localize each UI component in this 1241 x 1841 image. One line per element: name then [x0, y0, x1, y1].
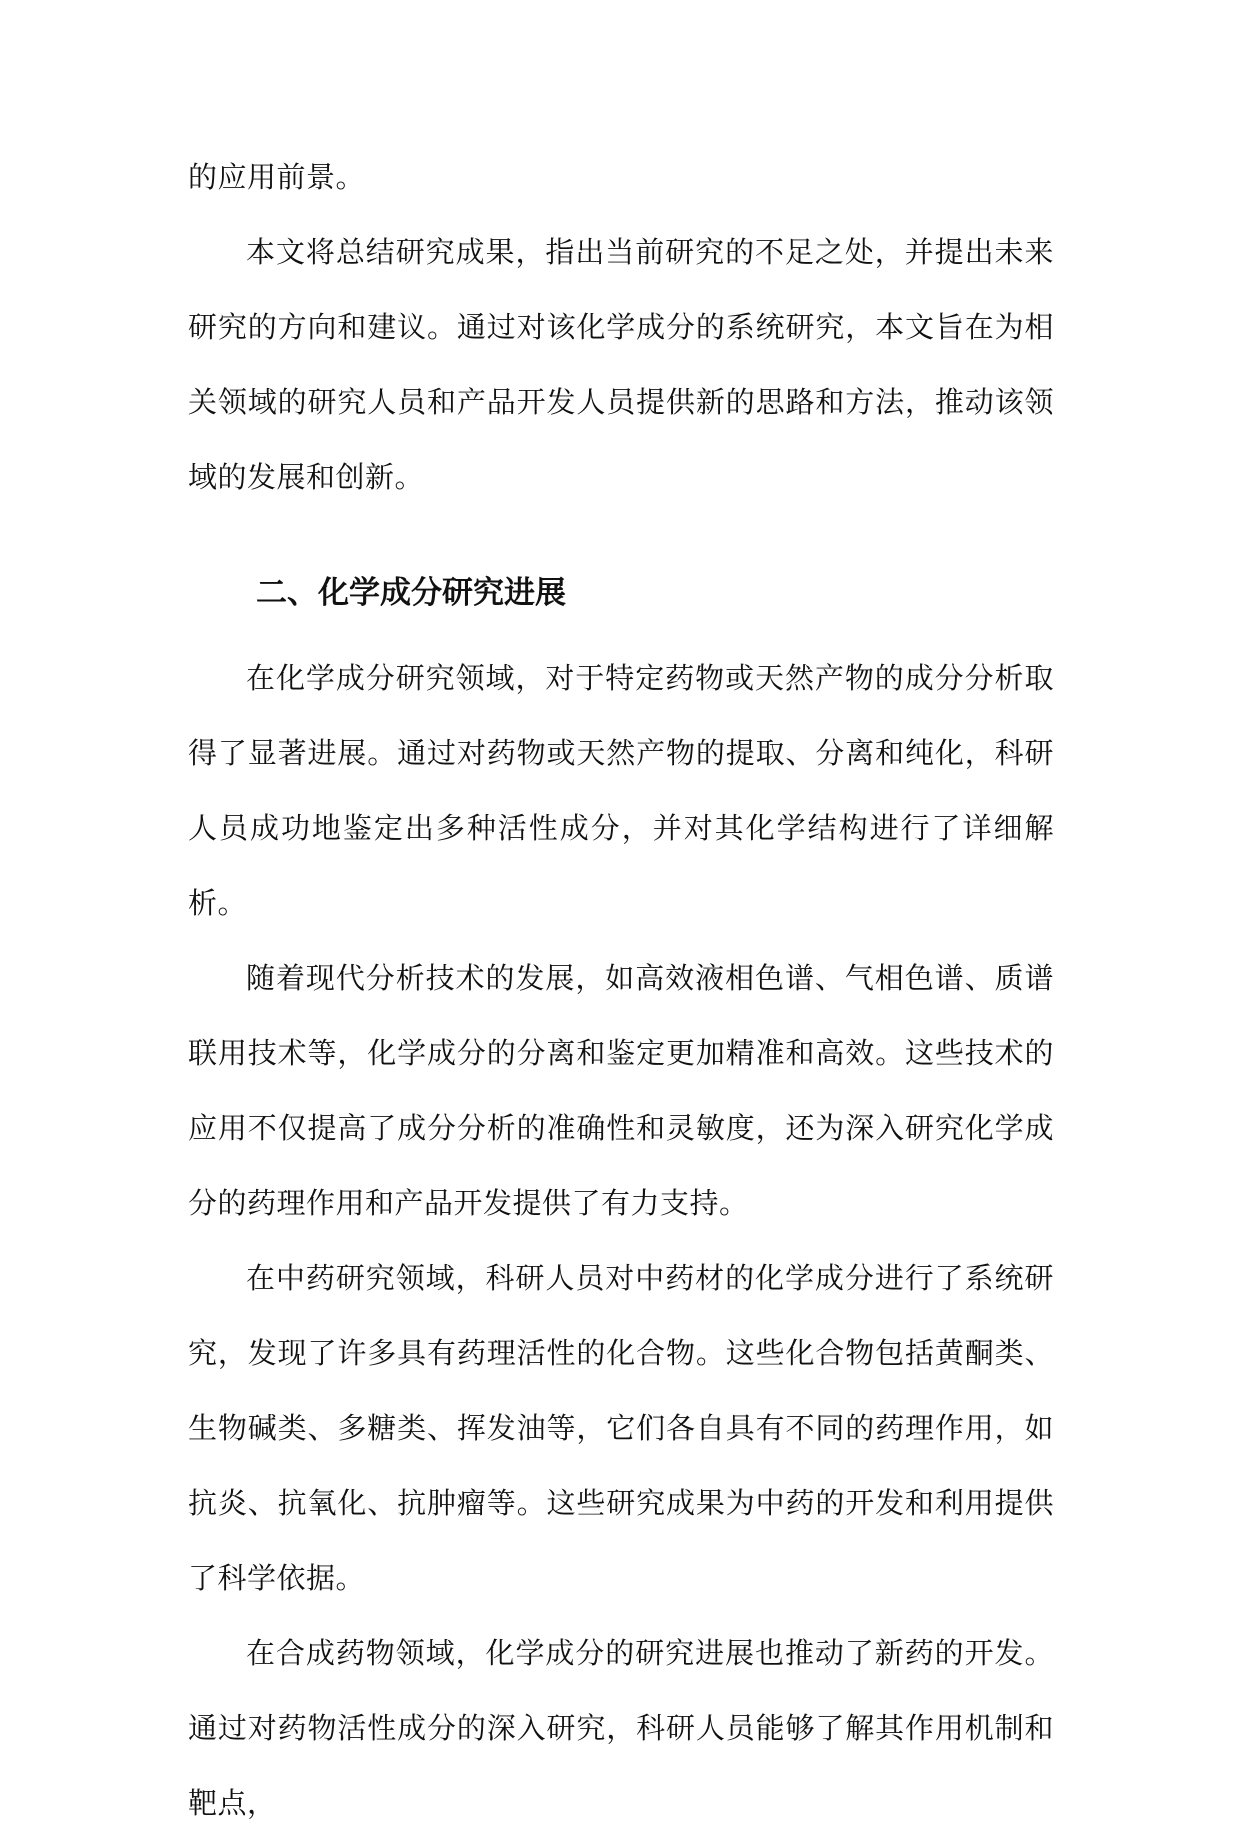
paragraph-summary: 本文将总结研究成果，指出当前研究的不足之处，并提出未来研究的方向和建议。通过对该化学成分的系统研究，本文旨在为相关领域的研究人员和产品开发人员提供新的思路和方法，推动该领域的发展和创新。 [188, 235, 1054, 494]
document-body [188, 140, 1054, 1841]
paragraph-continuation: 的应用前景。 [188, 160, 366, 194]
paragraph-tcm-research: 在中药研究领域，科研人员对中药材的化学成分进行了系统研究，发现了许多具有药理活性的化合物。这些化合物包括黄酮类、生物碱类、多糖类、挥发油等，它们各自具有不同的药理作用，如抗炎、抗氧化、抗肿瘤等。这些研究成果为中药的开发和利用提供了科学依据。 [188, 1261, 1054, 1595]
paragraph-synthetic-drugs: 在合成药物领域，化学成分的研究进展也推动了新药的开发。通过对药物活性成分的深入研究，科研人员能够了解其作用机制和靶点， [188, 1636, 1054, 1820]
paragraph-research-field: 在化学成分研究领域，对于特定药物或天然产物的成分分析取得了显著进展。通过对药物或天然产物的提取、分离和纯化，科研人员成功地鉴定出多种活性成分，并对其化学结构进行了详细解析。 [188, 661, 1054, 920]
section-heading: 二、化学成分研究进展 [256, 575, 566, 611]
paragraph-analysis-techniques: 随着现代分析技术的发展，如高效液相色谱、气相色谱、质谱联用技术等，化学成分的分离和鉴定更加精准和高效。这些技术的应用不仅提高了成分分析的准确性和灵敏度，还为深入研究化学成分的药理作用和产品开发提供了有力支持。 [188, 961, 1054, 1220]
